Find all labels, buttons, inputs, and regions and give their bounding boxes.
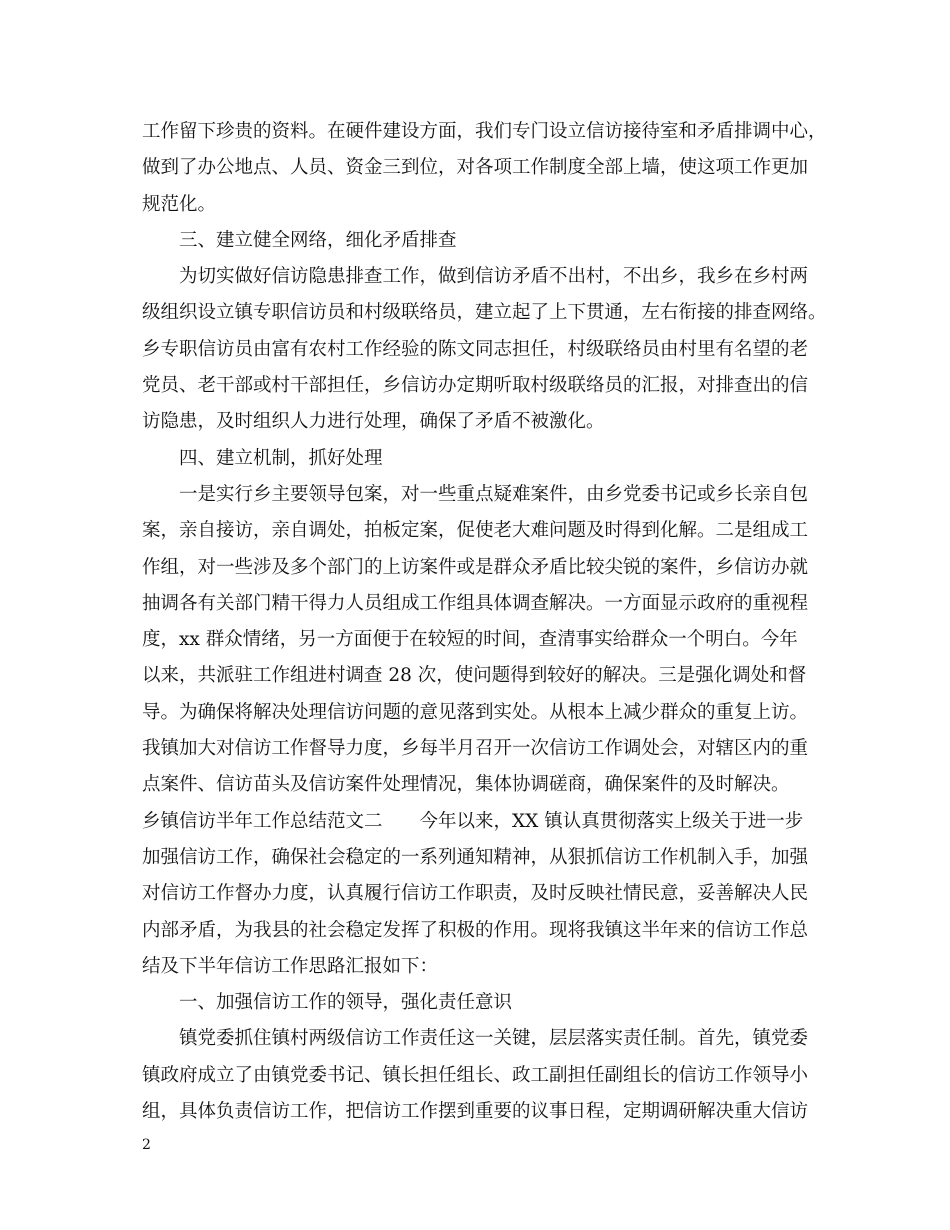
text-line: 一是实行乡主要领导包案，对一些重点疑难案件，由乡党委书记或乡长亲自包 (179, 483, 809, 505)
text-line: 案，亲自接访，亲自调处，拍板定案，促使老大难问题及时得到化解。二是组成工 (142, 520, 809, 542)
text-line: 导。为确保将解决处理信访问题的意见落到实处。从根本上减少群众的重复上访。 (142, 701, 809, 723)
text-line: 作组，对一些涉及多个部门的上访案件或是群众矛盾比较尖锐的案件，乡信访办就 (142, 556, 809, 578)
text-line: 点案件、信访苗头及信访案件处理情况，集体协调磋商，确保案件的及时解决。 (142, 774, 790, 796)
text-line: 规范化。 (142, 193, 217, 215)
document-body (142, 114, 827, 1130)
text-line: 以来，共派驻工作组进村调查 28 次，使问题得到较好的解决。三是强化调处和督 (142, 665, 807, 687)
text-line: 内部矛盾，为我县的社会稳定发挥了积极的作用。现将我镇这半年来的信访工作总 (142, 919, 809, 941)
text-line: 乡镇信访半年工作总结范文二 今年以来，XX 镇认真贯彻落实上级关于进一步 (142, 810, 804, 832)
text-line: 镇党委抓住镇村两级信访工作责任这一关键，层层落实责任制。首先，镇党委 (179, 1028, 809, 1050)
text-line: 级组织设立镇专职信访员和村级联络员，建立起了上下贯通，左右衔接的排查网络。 (142, 302, 827, 324)
text-line: 加强信访工作，确保社会稳定的一系列通知精神，从狠抓信访工作机制入手，加强 (142, 846, 809, 868)
text-line: 一、加强信访工作的领导，强化责任意识 (179, 992, 513, 1014)
text-line: 对信访工作督办力度，认真履行信访工作职责，及时反映社情民意，妥善解决人民 (142, 883, 809, 905)
text-line: 抽调各有关部门精干得力人员组成工作组具体调查解决。一方面显示政府的重视程 (142, 592, 809, 614)
text-line: 结及下半年信访工作思路汇报如下： (142, 955, 439, 977)
text-line: 访隐患，及时组织人力进行处理，确保了矛盾不被激化。 (142, 411, 605, 433)
page-number: 2 (142, 1137, 151, 1153)
text-line: 为切实做好信访隐患排查工作，做到信访矛盾不出村，不出乡，我乡在乡村两 (179, 266, 809, 288)
text-line: 做到了办公地点、人员、资金三到位，对各项工作制度全部上墙，使这项工作更加 (142, 157, 809, 179)
text-line: 三、建立健全网络，细化矛盾排查 (179, 229, 457, 251)
text-line: 度，xx 群众情绪，另一方面便于在较短的时间，查清事实给群众一个明白。今年 (142, 629, 798, 651)
text-line: 工作留下珍贵的资料。在硬件建设方面，我们专门设立信访接待室和矛盾排调中心， (142, 121, 827, 142)
text-line: 四、建立机制，抓好处理 (179, 447, 383, 469)
text-line: 镇政府成立了由镇党委书记、镇长担任组长、政工副担任副组长的信访工作领导小 (142, 1064, 809, 1086)
text-line: 乡专职信访员由富有农村工作经验的陈文同志担任，村级联络员由村里有名望的老 (142, 338, 809, 360)
text-line: 我镇加大对信访工作督导力度，乡每半月召开一次信访工作调处会，对辖区内的重 (142, 738, 809, 760)
text-line: 党员、老干部或村干部担任，乡信访办定期听取村级联络员的汇报，对排查出的信 (142, 375, 809, 397)
text-line: 组，具体负责信访工作，把信访工作摆到重要的议事日程，定期调研解决重大信访 (142, 1101, 809, 1123)
